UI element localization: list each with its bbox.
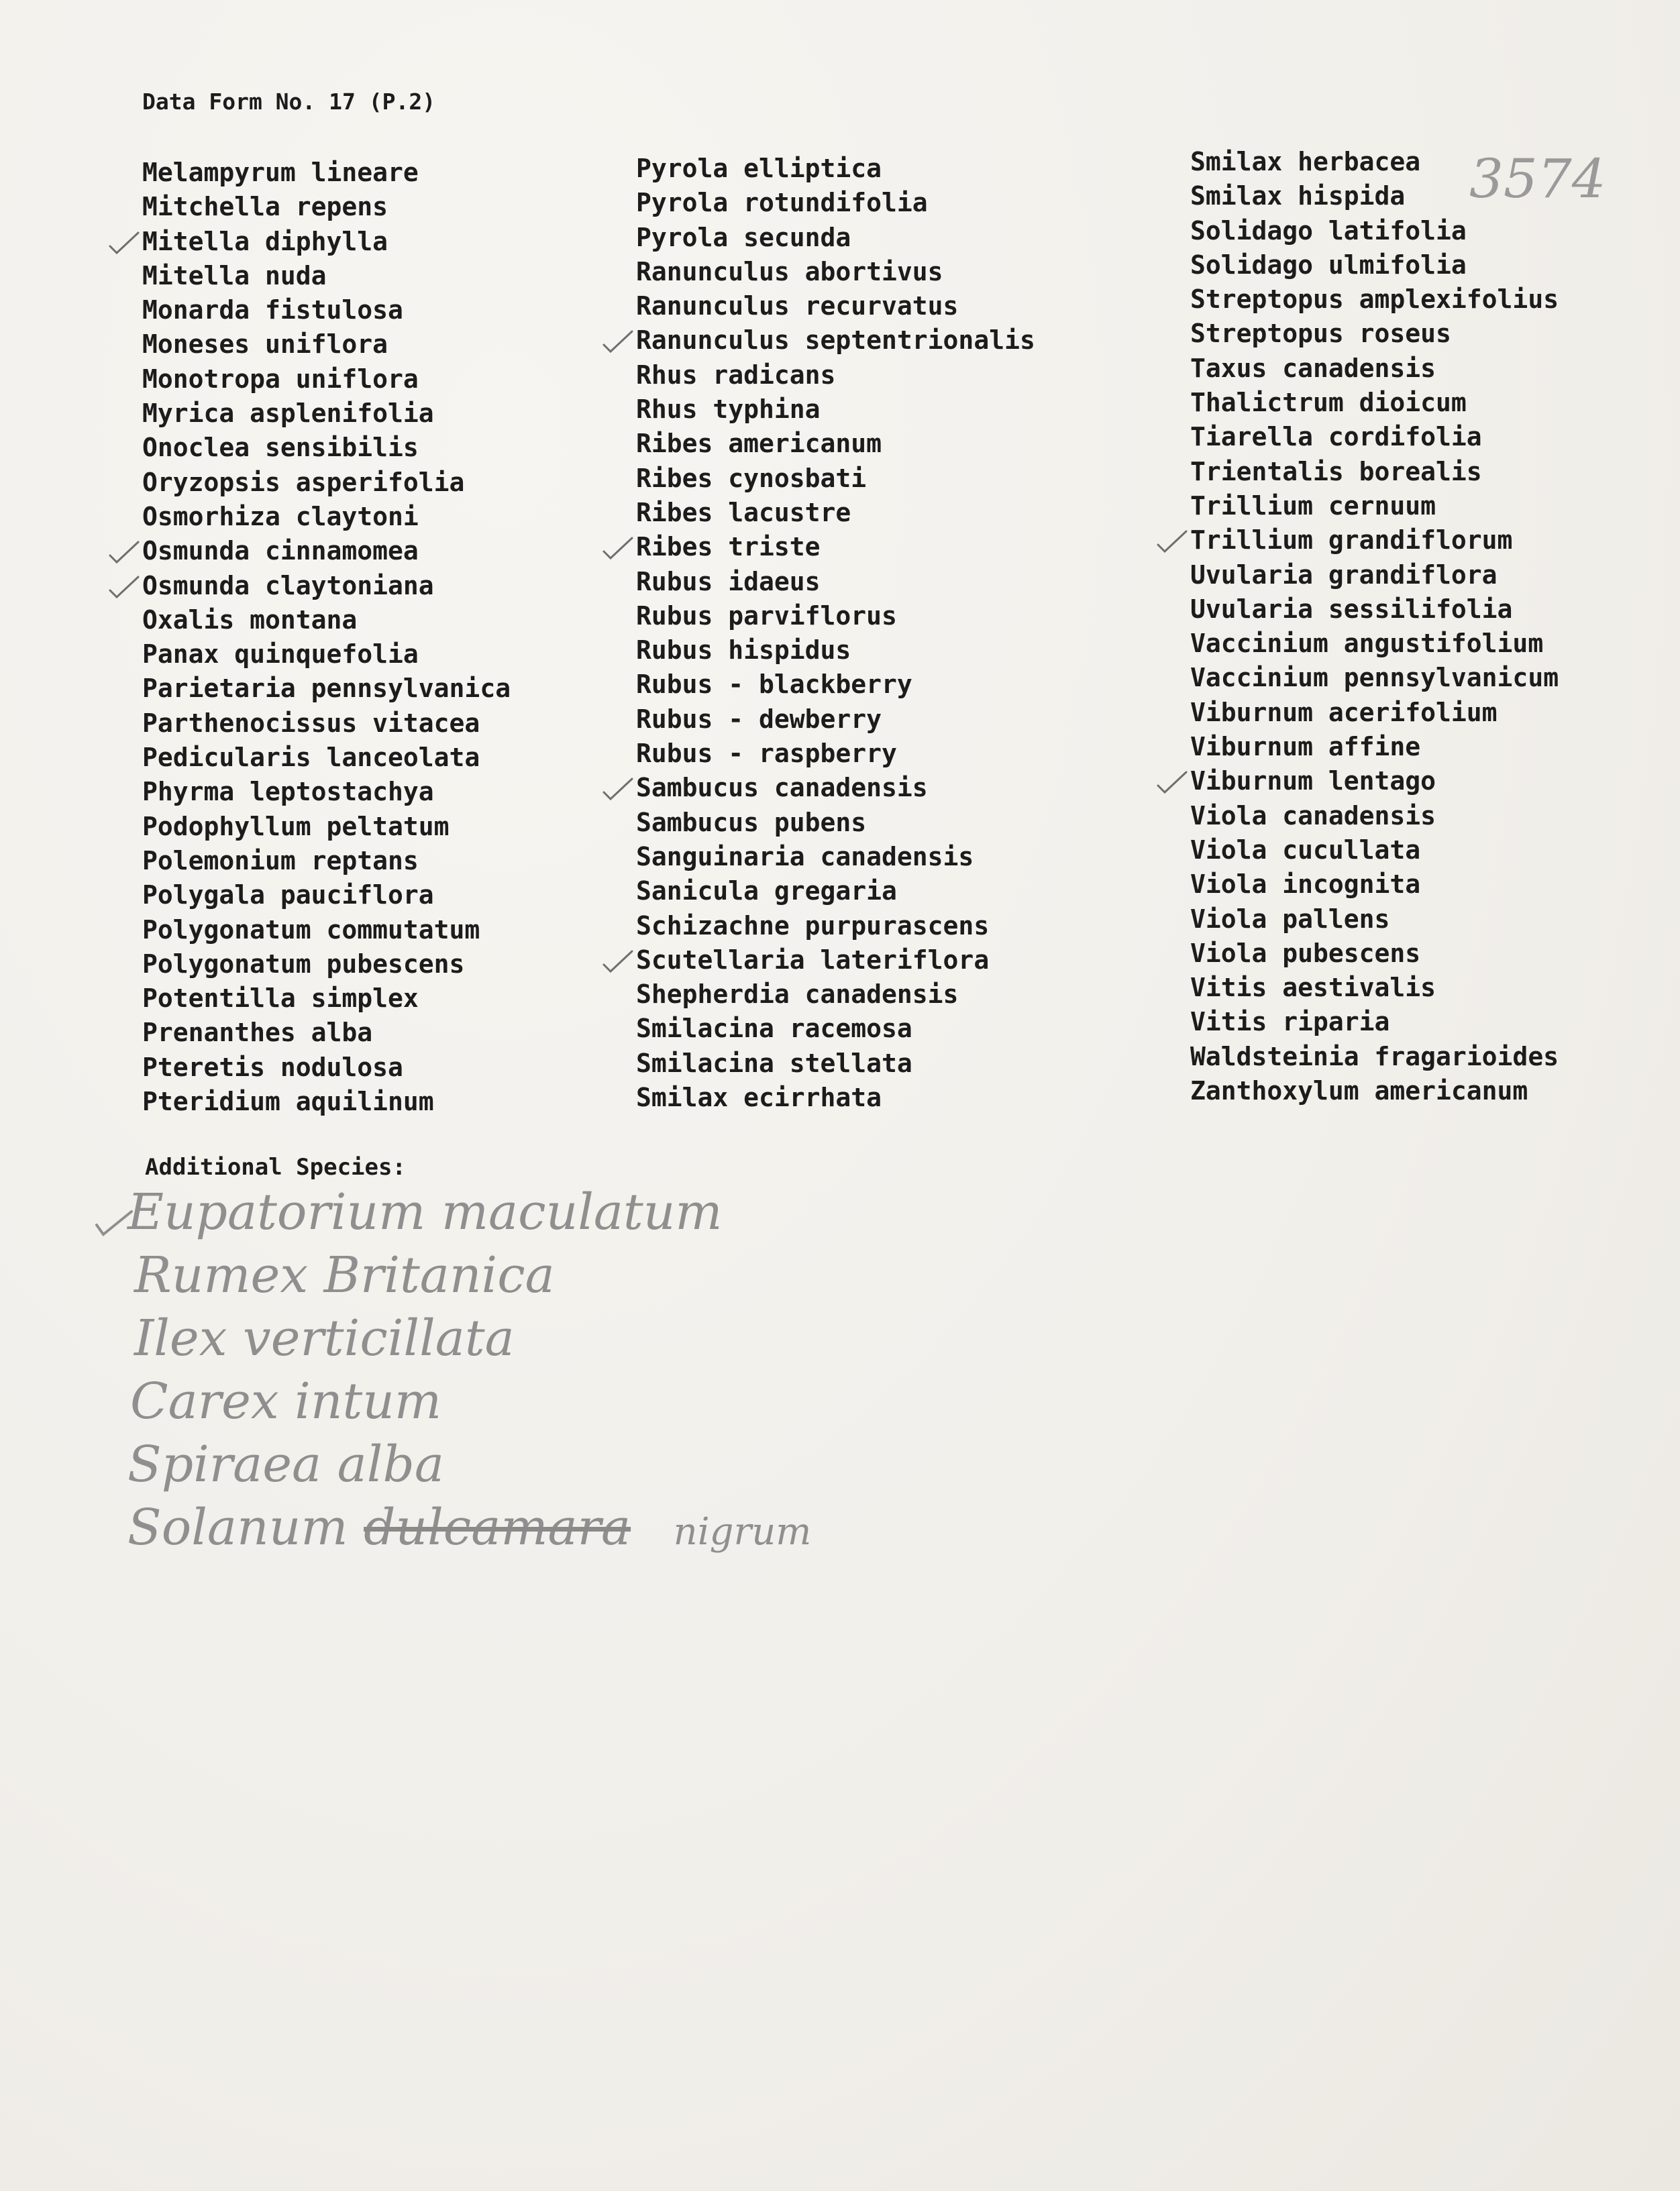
species-item bbox=[636, 909, 1035, 943]
species-item bbox=[142, 810, 511, 844]
species-name: Osmorhiza claytoni bbox=[142, 501, 419, 531]
species-item bbox=[142, 1016, 511, 1050]
species-item bbox=[636, 943, 1035, 977]
species-name: Prenanthes alba bbox=[142, 1018, 373, 1048]
species-item bbox=[142, 500, 511, 534]
species-item bbox=[142, 672, 511, 706]
checkmark-icon bbox=[1155, 769, 1189, 796]
checkmark-icon bbox=[601, 776, 635, 803]
species-item bbox=[1190, 317, 1559, 351]
checkmark-icon bbox=[1155, 529, 1189, 555]
species-name: Smilax ecirrhata bbox=[636, 1083, 882, 1113]
species-name: Smilax hispida bbox=[1190, 181, 1406, 211]
species-item bbox=[1190, 867, 1559, 902]
species-item bbox=[636, 186, 1035, 220]
species-name: Rubus - blackberry bbox=[636, 670, 912, 700]
species-name: Viburnum acerifolium bbox=[1190, 697, 1498, 727]
species-item bbox=[636, 737, 1035, 771]
species-name: Schizachne purpurascens bbox=[636, 910, 990, 941]
species-item bbox=[636, 565, 1035, 599]
species-name: Smilax herbacea bbox=[1190, 147, 1421, 176]
species-item bbox=[1190, 764, 1559, 798]
species-name: Vitis riparia bbox=[1190, 1007, 1390, 1037]
species-name: Polygonatum commutatum bbox=[142, 914, 480, 945]
species-item bbox=[636, 392, 1035, 427]
species-name: Oryzopsis asperifolia bbox=[142, 467, 465, 497]
species-item bbox=[142, 225, 511, 259]
species-name: Moneses uniflora bbox=[142, 329, 388, 360]
species-item bbox=[636, 702, 1035, 737]
checkmark-icon bbox=[601, 329, 635, 356]
species-item bbox=[142, 327, 511, 362]
species-item bbox=[142, 981, 511, 1016]
checkmark-icon bbox=[107, 539, 141, 566]
species-name: Viola incognita bbox=[1190, 869, 1421, 900]
species-item bbox=[142, 637, 511, 672]
species-name: Polemonium reptans bbox=[142, 845, 419, 875]
species-name: Ranunculus septentrionalis bbox=[636, 325, 1035, 356]
species-item bbox=[1190, 730, 1559, 764]
species-name: Phyrma leptostachya bbox=[142, 777, 434, 807]
species-item bbox=[1190, 455, 1559, 489]
species-name: Ribes lacustre bbox=[636, 497, 851, 527]
species-item bbox=[1190, 661, 1559, 695]
species-item bbox=[636, 771, 1035, 805]
species-name: Pyrola elliptica bbox=[636, 154, 882, 183]
handwritten-species-solanum bbox=[127, 1496, 811, 1559]
species-name: Polygala pauciflora bbox=[142, 880, 434, 910]
species-name: Trillium grandiflorum bbox=[1190, 525, 1513, 555]
species-name: Pedicularis lanceolata bbox=[142, 743, 480, 773]
handwritten-species: Carex intum bbox=[130, 1373, 442, 1430]
species-name: Rubus hispidus bbox=[636, 635, 851, 665]
species-name: Waldsteinia fragarioides bbox=[1190, 1041, 1559, 1071]
species-item bbox=[1190, 179, 1559, 213]
species-item bbox=[636, 462, 1035, 496]
species-item bbox=[142, 293, 511, 327]
species-name: Podophyllum peltatum bbox=[142, 811, 450, 841]
species-name: Onoclea sensibilis bbox=[142, 433, 419, 463]
species-item bbox=[142, 1085, 511, 1119]
species-name: Uvularia grandiflora bbox=[1190, 559, 1498, 590]
species-name: Smilacina racemosa bbox=[636, 1014, 912, 1044]
species-item bbox=[142, 775, 511, 809]
species-item bbox=[1190, 282, 1559, 317]
checkmark-icon bbox=[107, 574, 141, 601]
species-item bbox=[1190, 145, 1559, 179]
species-name: Potentilla simplex bbox=[142, 983, 419, 1014]
species-name: Osmunda cinnamomea bbox=[142, 536, 419, 566]
species-item bbox=[636, 1047, 1035, 1081]
species-item bbox=[636, 874, 1035, 908]
struck-word: dulcamara bbox=[364, 1499, 631, 1556]
species-name: Trientalis borealis bbox=[1190, 456, 1482, 486]
species-item bbox=[1190, 523, 1559, 557]
species-item bbox=[1190, 352, 1559, 386]
species-column-1 bbox=[142, 156, 511, 1119]
species-item bbox=[1190, 971, 1559, 1005]
species-name: Smilacina stellata bbox=[636, 1048, 912, 1078]
species-item bbox=[636, 633, 1035, 667]
species-item bbox=[1190, 558, 1559, 592]
species-name: Polygonatum pubescens bbox=[142, 949, 465, 979]
species-item bbox=[142, 603, 511, 637]
species-item bbox=[142, 396, 511, 431]
species-item bbox=[1190, 489, 1559, 523]
species-name: Viola pallens bbox=[1190, 904, 1390, 934]
species-item bbox=[142, 569, 511, 603]
species-item bbox=[636, 221, 1035, 255]
species-name: Myrica asplenifolia bbox=[142, 398, 434, 429]
species-name: Mitella diphylla bbox=[142, 226, 388, 256]
species-name: Viola pubescens bbox=[1190, 938, 1421, 968]
species-name: Rubus - dewberry bbox=[636, 704, 882, 734]
handwritten-species: Spiraea alba bbox=[127, 1436, 444, 1493]
checkmark-icon bbox=[601, 535, 635, 562]
species-name: Sanguinaria canadensis bbox=[636, 841, 974, 871]
species-item bbox=[636, 255, 1035, 289]
form-header: Data Form No. 17 (P.2) bbox=[142, 89, 436, 115]
species-name: Monotropa uniflora bbox=[142, 364, 419, 394]
species-item bbox=[1190, 386, 1559, 420]
species-item bbox=[636, 1081, 1035, 1115]
species-name: Ribes americanum bbox=[636, 429, 882, 459]
species-item bbox=[1190, 248, 1559, 282]
species-column-2 bbox=[636, 152, 1035, 1115]
species-item bbox=[142, 947, 511, 981]
species-name: Sambucus pubens bbox=[636, 807, 867, 837]
species-name: Monarda fistulosa bbox=[142, 295, 403, 325]
species-item bbox=[142, 259, 511, 293]
species-item bbox=[1190, 1040, 1559, 1074]
species-name: Ribes triste bbox=[636, 532, 821, 562]
species-name: Parietaria pennsylvanica bbox=[142, 674, 511, 704]
species-item bbox=[1190, 214, 1559, 248]
species-name: Thalictrum dioicum bbox=[1190, 388, 1467, 418]
species-name: Oxalis montana bbox=[142, 604, 358, 635]
species-name: Streptopus amplexifolius bbox=[1190, 284, 1559, 315]
species-name: Mitchella repens bbox=[142, 192, 388, 222]
species-name: Streptopus roseus bbox=[1190, 319, 1451, 349]
species-item bbox=[1190, 902, 1559, 937]
species-name: Sanicula gregaria bbox=[636, 876, 897, 906]
handwritten-species: Ilex verticillata bbox=[134, 1310, 515, 1367]
species-item bbox=[142, 534, 511, 568]
species-name: Rubus parviflorus bbox=[636, 600, 897, 631]
species-name: Viburnum lentago bbox=[1190, 766, 1436, 796]
species-item bbox=[1190, 833, 1559, 867]
species-name: Vaccinium pennsylvanicum bbox=[1190, 663, 1559, 693]
species-item bbox=[142, 362, 511, 396]
species-name: Zanthoxylum americanum bbox=[1190, 1076, 1528, 1106]
species-name: Pyrola secunda bbox=[636, 222, 851, 252]
species-item bbox=[142, 466, 511, 500]
species-item bbox=[636, 323, 1035, 358]
species-name: Vitis aestivalis bbox=[1190, 973, 1436, 1003]
species-name: Tiarella cordifolia bbox=[1190, 422, 1482, 452]
species-item bbox=[636, 427, 1035, 461]
species-item bbox=[142, 1051, 511, 1085]
species-item bbox=[1190, 420, 1559, 454]
species-column-3 bbox=[1190, 145, 1559, 1108]
species-name: Pteretis nodulosa bbox=[142, 1052, 403, 1082]
species-item bbox=[142, 741, 511, 775]
species-item bbox=[142, 706, 511, 741]
species-name: Trillium cernuum bbox=[1190, 490, 1436, 521]
species-item bbox=[1190, 799, 1559, 833]
species-name: Mitella nuda bbox=[142, 260, 327, 290]
species-item bbox=[1190, 627, 1559, 661]
species-name: Solidago ulmifolia bbox=[1190, 250, 1467, 280]
handwritten-species-list bbox=[127, 1181, 811, 1559]
species-item bbox=[636, 840, 1035, 874]
species-name: Ranunculus recurvatus bbox=[636, 291, 959, 321]
handwritten-word: nigrum bbox=[673, 1510, 812, 1554]
species-name: Viola canadensis bbox=[1190, 800, 1436, 831]
species-name: Parthenocissus vitacea bbox=[142, 708, 480, 738]
species-name: Ribes cynosbati bbox=[636, 463, 867, 493]
species-name: Pteridium aquilinum bbox=[142, 1087, 434, 1117]
species-item bbox=[1190, 1005, 1559, 1039]
handwritten-species: Eupatorium maculatum bbox=[127, 1183, 723, 1241]
species-name: Rhus typhina bbox=[636, 394, 821, 425]
species-item bbox=[142, 431, 511, 465]
species-item bbox=[1190, 1074, 1559, 1108]
species-item bbox=[636, 289, 1035, 323]
species-item bbox=[636, 152, 1035, 186]
species-name: Pyrola rotundifolia bbox=[636, 188, 928, 218]
species-item bbox=[636, 530, 1035, 564]
species-item bbox=[636, 977, 1035, 1012]
handwritten-word: Solanum bbox=[127, 1499, 348, 1556]
species-item bbox=[636, 1012, 1035, 1046]
species-name: Melampyrum lineare bbox=[142, 158, 419, 187]
species-name: Scutellaria lateriflora bbox=[636, 945, 990, 975]
checkmark-icon bbox=[107, 230, 141, 257]
species-name: Uvularia sessilifolia bbox=[1190, 594, 1513, 624]
handwritten-species: Rumex Britanica bbox=[134, 1246, 555, 1304]
species-name: Viola cucullata bbox=[1190, 835, 1421, 865]
species-name: Rubus - raspberry bbox=[636, 739, 897, 769]
species-item bbox=[636, 667, 1035, 702]
species-name: Solidago latifolia bbox=[1190, 215, 1467, 246]
species-item bbox=[1190, 592, 1559, 627]
species-name: Vaccinium angustifolium bbox=[1190, 629, 1544, 659]
species-item bbox=[636, 496, 1035, 530]
species-name: Ranunculus abortivus bbox=[636, 256, 943, 286]
species-item bbox=[1190, 937, 1559, 971]
species-item bbox=[636, 358, 1035, 392]
species-name: Shepherdia canadensis bbox=[636, 979, 959, 1010]
additional-species-label: Additional Species: bbox=[145, 1154, 406, 1181]
checkmark-icon bbox=[601, 949, 635, 975]
species-item bbox=[1190, 696, 1559, 730]
species-item bbox=[142, 156, 511, 190]
species-item bbox=[636, 806, 1035, 840]
species-name: Osmunda claytoniana bbox=[142, 570, 434, 600]
species-item bbox=[142, 844, 511, 878]
species-item bbox=[142, 878, 511, 912]
species-name: Viburnum affine bbox=[1190, 732, 1421, 762]
species-item bbox=[636, 599, 1035, 633]
species-item bbox=[142, 913, 511, 947]
species-name: Panax quinquefolia bbox=[142, 639, 419, 670]
species-name: Sambucus canadensis bbox=[636, 773, 928, 803]
handwritten-page-number: 3574 bbox=[1469, 148, 1606, 210]
species-name: Taxus canadensis bbox=[1190, 353, 1436, 383]
species-name: Rhus radicans bbox=[636, 360, 836, 390]
species-name: Rubus idaeus bbox=[636, 566, 821, 596]
species-item bbox=[142, 190, 511, 224]
